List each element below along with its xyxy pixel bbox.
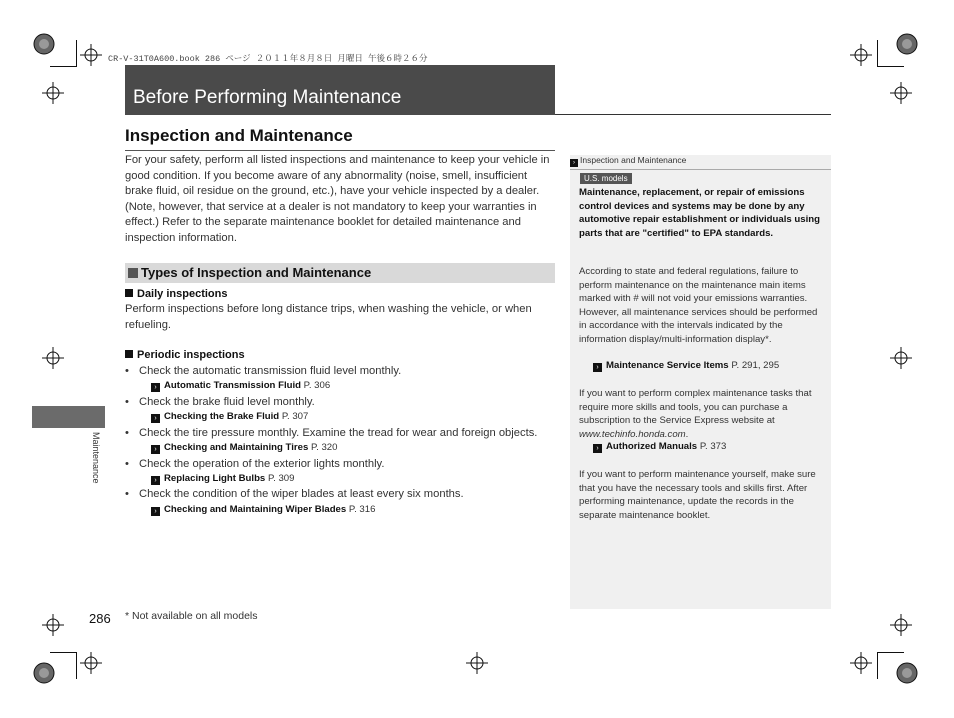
registration-mark-icon — [42, 82, 64, 104]
us-models-badge: U.S. models — [580, 173, 632, 184]
intro-paragraph: For your safety, perform all listed inspections and maintenance to keep your vehicle in good condition. If you become aware of any abnormality (noise, smell, insufficient brake fluid, oil residue on the ground, etc.), have your vehicle inspected by a dealer. (Note, however, that service at a dealer is not mandatory to keep your warranties in effect.) Refer to the separate maintenance booklet for detailed maintenance and inspection information. — [125, 154, 550, 244]
crop-corner — [877, 40, 904, 67]
registration-mark-icon — [42, 347, 64, 369]
ref-page: P. 373 — [699, 441, 727, 452]
cross-reference-link[interactable] — [151, 504, 375, 516]
sidebar-paragraph: According to state and federal regulations, failure to perform maintenance on the maintenance main items marked with # will not void your emissions warranties. However, all maintenance services should be performed in accordance with the intervals indicated by the information display/multi-information display*. — [579, 266, 818, 345]
sidebar-head-text: Inspection and Maintenance — [580, 155, 687, 165]
ref-page: P. 316 — [348, 504, 376, 515]
list-item-text: Check the tire pressure monthly. Examine the tread for wear and foreign objects. — [139, 427, 538, 439]
registration-mark-icon — [850, 652, 872, 674]
reference-arrow-icon: › — [151, 445, 160, 454]
registration-mark-icon — [850, 44, 872, 66]
reference-arrow-icon: › — [151, 476, 160, 485]
title-bar — [125, 65, 555, 115]
reference-arrow-icon: › — [570, 159, 578, 167]
daily-heading — [125, 288, 227, 300]
section-title: Inspection and Maintenance — [125, 126, 353, 145]
reference-arrow-icon: › — [151, 383, 160, 392]
list-item: • Check the automatic transmission fluid level monthly. — [125, 365, 402, 377]
sidebar-paragraph-text: If you want to perform complex maintenance tasks that require more skills and tools, you can purchase a subscription to the Service Express website at — [579, 388, 812, 427]
list-item-text: Check the operation of the exterior lights monthly. — [139, 458, 385, 470]
list-item-text: Check the automatic transmission fluid level monthly. — [139, 365, 402, 377]
ref-title: Authorized Manuals — [606, 441, 698, 452]
square-bullet-icon — [128, 268, 138, 278]
square-bullet-icon — [125, 350, 133, 358]
ref-title: Checking the Brake Fluid — [164, 411, 280, 422]
ref-title: Replacing Light Bulbs — [164, 473, 266, 484]
list-item: • Check the tire pressure monthly. Examine the tread for wear and foreign objects. — [125, 427, 538, 439]
reference-arrow-icon: › — [151, 414, 160, 423]
sidebar-head — [570, 155, 831, 170]
list-item: • Check the operation of the exterior lights monthly. — [125, 458, 385, 470]
reference-arrow-icon: › — [593, 444, 602, 453]
title-rule — [555, 114, 831, 115]
chapter-tab-label: Maintenance — [91, 432, 101, 484]
page-number: 286 — [89, 611, 111, 626]
registration-mark-icon — [890, 614, 912, 636]
ref-page: P. 309 — [267, 473, 295, 484]
ref-title: Maintenance Service Items — [606, 360, 729, 371]
daily-text: Perform inspections before long distance trips, when washing the vehicle, or when refueling. — [125, 303, 532, 331]
chapter-tab[interactable] — [32, 406, 105, 428]
section-rule — [125, 150, 555, 151]
periodic-heading-text: Periodic inspections — [137, 349, 245, 361]
cross-reference-link[interactable] — [151, 380, 330, 392]
list-item-text: Check the brake fluid level monthly. — [139, 396, 315, 408]
crop-corner — [877, 652, 904, 679]
ref-page: P. 320 — [310, 442, 338, 453]
registration-mark-icon — [80, 44, 102, 66]
square-bullet-icon — [125, 289, 133, 297]
ref-page: P. 307 — [281, 411, 309, 422]
registration-mark-icon — [42, 614, 64, 636]
crop-corner — [50, 652, 77, 679]
website-link[interactable]: www.techinfo.honda.com — [579, 428, 686, 440]
reference-arrow-icon: › — [593, 363, 602, 372]
cross-reference-link[interactable] — [593, 360, 779, 372]
sidebar-paragraph — [579, 387, 825, 441]
types-heading-bar — [125, 263, 555, 283]
page-title: Before Performing Maintenance — [133, 87, 402, 108]
cross-reference-link[interactable] — [151, 442, 337, 454]
ref-page: P. 291, 295 — [731, 360, 780, 371]
reference-arrow-icon: › — [151, 507, 160, 516]
ref-page: P. 306 — [303, 380, 331, 391]
print-header: CR-V-31T0A600.book 286 ページ ２０１１年８月８日 月曜日 午後６時２６分 — [108, 54, 428, 64]
ref-title: Checking and Maintaining Wiper Blades — [164, 504, 347, 515]
sidebar-paragraph-end: . — [685, 428, 689, 440]
footnote: * Not available on all models — [125, 610, 258, 622]
cross-reference-link[interactable] — [151, 411, 308, 423]
ref-title: Automatic Transmission Fluid — [164, 380, 301, 391]
list-item: • Check the brake fluid level monthly. — [125, 396, 315, 408]
registration-mark-icon — [890, 82, 912, 104]
sidebar-bold-note: Maintenance, replacement, or repair of emissions control devices and systems may be done by any automotive repair establishment or individuals using parts that are "certified" to EPA standards. — [579, 187, 820, 239]
daily-heading-text: Daily inspections — [137, 288, 228, 300]
registration-mark-icon — [80, 652, 102, 674]
types-heading: Types of Inspection and Maintenance — [141, 265, 372, 280]
registration-mark-icon — [466, 652, 488, 674]
sidebar-paragraph: If you want to perform maintenance yourself, make sure that you have the necessary tools and skills first. After performing maintenance, update the records in the separate maintenance booklet. — [579, 469, 816, 521]
periodic-heading — [125, 349, 245, 361]
ref-title: Checking and Maintaining Tires — [164, 442, 309, 453]
cross-reference-link[interactable] — [151, 473, 294, 485]
list-item: • Check the condition of the wiper blades at least every six months. — [125, 488, 464, 500]
crop-corner — [50, 40, 77, 67]
cross-reference-link[interactable] — [593, 441, 726, 453]
registration-mark-icon — [890, 347, 912, 369]
list-item-text: Check the condition of the wiper blades at least every six months. — [139, 488, 464, 500]
